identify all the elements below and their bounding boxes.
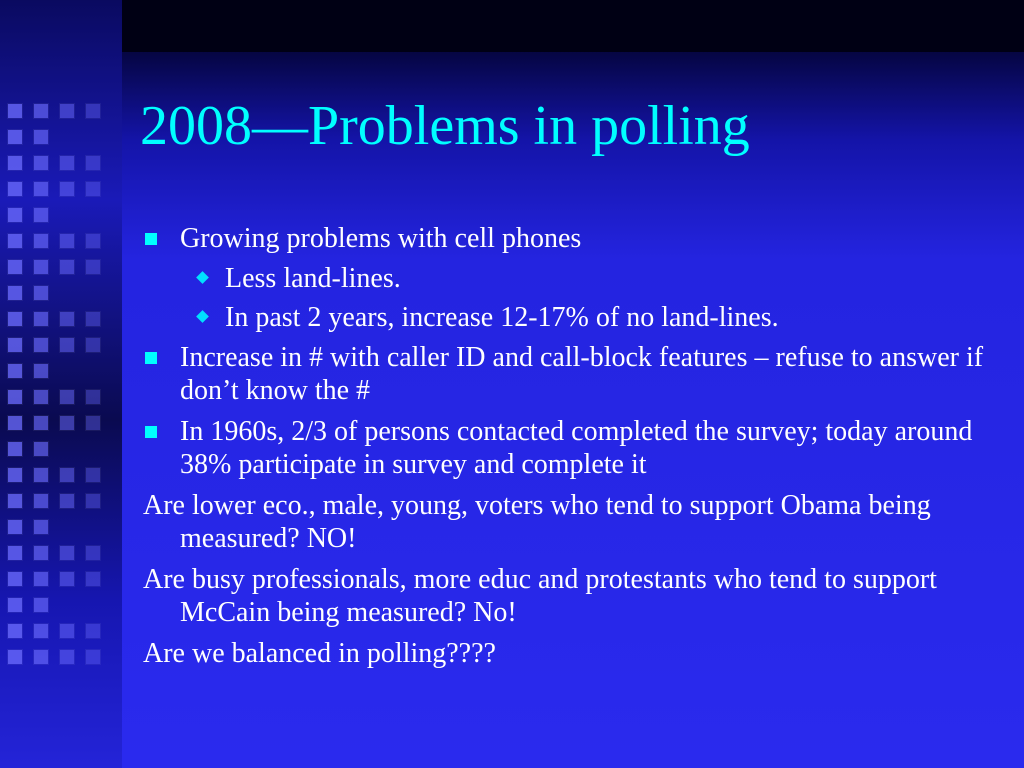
decorative-square xyxy=(8,624,22,638)
decorative-square xyxy=(34,442,48,456)
decorative-square xyxy=(86,260,100,274)
paragraph: Are busy professionals, more educ and protestants who tend to support McCain being measured? No! xyxy=(143,564,937,628)
decorative-square xyxy=(8,104,22,118)
decorative-square xyxy=(8,390,22,404)
decorative-square xyxy=(34,234,48,248)
decorative-square xyxy=(86,182,100,196)
decorative-square xyxy=(60,182,74,196)
decorative-square xyxy=(34,494,48,508)
decorative-square xyxy=(34,390,48,404)
top-band xyxy=(122,0,1024,52)
decorative-square xyxy=(86,416,100,430)
decorative-square xyxy=(34,572,48,586)
decorative-square xyxy=(34,416,48,430)
decorative-square xyxy=(34,182,48,196)
decorative-square xyxy=(8,442,22,456)
decorative-square xyxy=(34,364,48,378)
decorative-square xyxy=(60,338,74,352)
slide-title: 2008—Problems in polling xyxy=(140,95,750,157)
decorative-square xyxy=(8,286,22,300)
decorative-square xyxy=(34,598,48,612)
decorative-square xyxy=(8,364,22,378)
bullet-item xyxy=(143,222,1003,255)
decorative-square xyxy=(60,624,74,638)
left-decorative-strip xyxy=(0,0,122,768)
decorative-square xyxy=(60,260,74,274)
paragraph: Are lower eco., male, young, voters who tend to support Obama being measured? NO! xyxy=(143,490,931,554)
decorative-square xyxy=(34,130,48,144)
decorative-square xyxy=(8,130,22,144)
decorative-square xyxy=(60,390,74,404)
sub-bullet-item xyxy=(143,262,1003,295)
bullet-item xyxy=(143,415,1003,481)
bullet-item xyxy=(143,341,1003,407)
decorative-square xyxy=(8,494,22,508)
decorative-square xyxy=(34,624,48,638)
bullet-text: Growing problems with cell phones xyxy=(180,223,582,254)
decorative-square xyxy=(34,156,48,170)
decorative-square xyxy=(8,156,22,170)
decorative-square xyxy=(60,416,74,430)
decorative-square xyxy=(60,468,74,482)
decorative-square xyxy=(86,390,100,404)
decorative-square xyxy=(86,234,100,248)
sub-bullet-item xyxy=(143,301,1003,334)
decorative-square xyxy=(8,312,22,326)
decorative-square xyxy=(60,234,74,248)
decorative-square xyxy=(34,208,48,222)
decorative-square xyxy=(34,286,48,300)
decorative-square xyxy=(8,416,22,430)
decorative-square xyxy=(34,312,48,326)
decorative-square xyxy=(8,182,22,196)
decorative-square xyxy=(60,546,74,560)
slide-body xyxy=(143,222,1003,678)
decorative-square xyxy=(8,650,22,664)
decorative-square xyxy=(8,598,22,612)
decorative-square xyxy=(60,650,74,664)
decorative-square xyxy=(34,468,48,482)
sub-bullet-text: Less land-lines. xyxy=(225,263,401,294)
decorative-square xyxy=(60,312,74,326)
decorative-square xyxy=(86,650,100,664)
sub-bullet-text: In past 2 years, increase 12-17% of no land-lines. xyxy=(225,302,779,333)
square-bullet-icon xyxy=(145,352,157,364)
decorative-square xyxy=(8,546,22,560)
decorative-square xyxy=(34,520,48,534)
diamond-bullet-icon xyxy=(196,310,209,323)
decorative-square xyxy=(60,572,74,586)
diamond-bullet-icon xyxy=(196,271,209,284)
decorative-square xyxy=(60,104,74,118)
decorative-square xyxy=(8,520,22,534)
bullet-text: In 1960s, 2/3 of persons contacted completed the survey; today around 38% participate in survey and complete it xyxy=(180,416,973,480)
decorative-square xyxy=(86,104,100,118)
decorative-square xyxy=(8,260,22,274)
decorative-square xyxy=(86,156,100,170)
decorative-square xyxy=(8,338,22,352)
decorative-square xyxy=(60,494,74,508)
decorative-square xyxy=(86,468,100,482)
decorative-square xyxy=(8,468,22,482)
decorative-square xyxy=(8,234,22,248)
decorative-square xyxy=(34,338,48,352)
decorative-square xyxy=(86,624,100,638)
decorative-square xyxy=(34,546,48,560)
square-bullet-icon xyxy=(145,426,157,438)
decorative-square xyxy=(86,312,100,326)
decorative-square xyxy=(86,572,100,586)
decorative-square xyxy=(86,494,100,508)
decorative-square xyxy=(34,650,48,664)
decorative-square xyxy=(60,156,74,170)
square-bullet-icon xyxy=(145,233,157,245)
decorative-square xyxy=(8,208,22,222)
decorative-square xyxy=(86,338,100,352)
decorative-square xyxy=(34,104,48,118)
paragraph: Are we balanced in polling???? xyxy=(143,638,496,669)
bullet-text: Increase in # with caller ID and call-block features – refuse to answer if don’t know the # xyxy=(180,342,984,406)
decorative-square xyxy=(34,260,48,274)
decorative-square xyxy=(8,572,22,586)
decorative-square xyxy=(86,546,100,560)
